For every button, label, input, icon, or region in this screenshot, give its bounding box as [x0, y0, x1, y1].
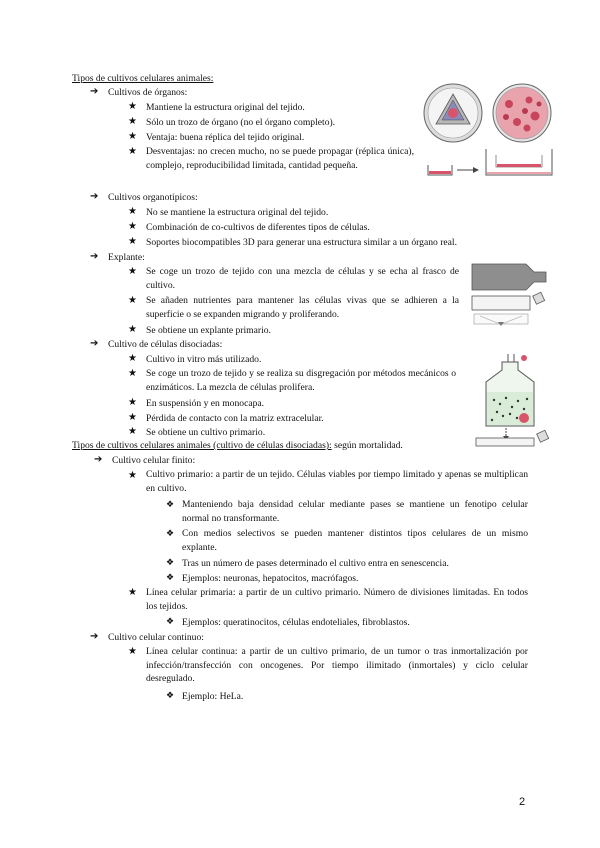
star-bullet-icon: ★: [128, 206, 137, 217]
star-bullet-icon: ★: [128, 131, 137, 142]
culture-insert-sideview-figure: [426, 147, 556, 179]
diamond-bullet-icon: ❖: [166, 572, 175, 582]
star-bullet-icon: ★: [128, 101, 137, 112]
diamond-bullet-icon: ❖: [166, 499, 175, 509]
finito-linea-primaria: Línea celular primaria: a partir de un cultivo primario. Número de divisiones limitadas. En todos los tejidos.: [146, 587, 528, 612]
heading-explante: Explante:: [108, 252, 145, 263]
organos-item-3: Ventaja: buena réplica del tejido original.: [146, 132, 305, 143]
section-title-mortalidad-underlined: Tipos de cultivos celulares animales (cultivo de células disociadas):: [72, 440, 332, 451]
section-title-mortalidad: [72, 439, 403, 452]
heading-continuo: Cultivo celular continuo:: [108, 632, 204, 643]
star-bullet-icon: ★: [128, 353, 137, 364]
organotypic-dish-figure: [489, 82, 555, 144]
section-title-mortalidad-rest: según mortalidad.: [331, 440, 403, 451]
organos-item-4: Desventajas: no crecen mucho, no se puede propagar (réplica única), complejo, reproducibilidad limitada, cantidad pequeña.: [146, 146, 414, 171]
arrow-bullet-icon: ➔: [94, 454, 103, 465]
diamond-bullet-icon: ❖: [166, 690, 175, 700]
arrow-bullet-icon: ➔: [90, 191, 99, 202]
finito-primario-sub-2: Con medios selectivos se pueden mantener distintos tipos celulares de un mismo explante.: [182, 528, 528, 553]
organotipicos-item-2: Combinación de co-cultivos de diferentes tipos de células.: [146, 222, 370, 233]
diamond-bullet-icon: ❖: [166, 616, 175, 626]
diamond-bullet-icon: ❖: [166, 557, 175, 567]
explante-item-1: Se coge un trozo de tejido con una mezcla de células y se echa al frasco de cultivo.: [146, 266, 459, 291]
page-number: 2: [519, 796, 526, 808]
star-bullet-icon: ★: [128, 426, 137, 437]
explant-flask-figure: [470, 262, 548, 348]
finito-primario-sub-3: Tras un número de pases determinado el cultivo entra en senescencia.: [182, 558, 449, 569]
continuo-sub-1: Ejemplo: HeLa.: [182, 691, 244, 702]
finito-primario-sub-1: Manteniendo baja densidad celular mediante pases se mantiene un fenotipo celular normal no transformante.: [182, 499, 528, 524]
disociadas-item-3: En suspensión y en monocapa.: [146, 398, 265, 409]
dissociated-cells-bottle-figure: [472, 352, 552, 448]
star-bullet-icon: ★: [128, 146, 137, 157]
continuo-linea-continua: Línea celular continua: a partir de un cultivo primario, de un tumor o tras inmortalización por infección/transfección con oncogenes. Por tiempo ilimitado (inmortales) y ciclo celular desregulado.: [146, 646, 528, 684]
disociadas-item-2: Se coge un trozo de tejido y se realiza su disgregación por métodos mecánicos o enzimáticos. La mezcla de células prolifera.: [146, 368, 456, 393]
star-bullet-icon: ★: [128, 368, 137, 379]
heading-finito: Cultivo celular finito:: [112, 455, 196, 466]
star-bullet-icon: ★: [128, 116, 137, 127]
star-bullet-icon: ★: [128, 646, 137, 657]
organotipicos-item-3: Soportes biocompatibles 3D para generar una estructura similar a un órgano real.: [146, 237, 457, 248]
section-title-tipos: Tipos de cultivos celulares animales:: [72, 73, 214, 84]
organos-item-1: Mantiene la estructura original del tejido.: [146, 102, 305, 113]
organotipicos-item-1: No se mantiene la estructura original del tejido.: [146, 207, 329, 218]
star-bullet-icon: ★: [128, 221, 137, 232]
star-bullet-icon: ★: [128, 295, 137, 306]
star-bullet-icon: ★: [128, 470, 137, 481]
finito-primario-sub-4: Ejemplos: neuronas, hepatocitos, macrófagos.: [182, 573, 359, 584]
arrow-bullet-icon: ➔: [90, 251, 99, 262]
disociadas-item-1: Cultivo in vitro más utilizado.: [146, 354, 262, 365]
arrow-bullet-icon: ➔: [90, 338, 99, 349]
star-bullet-icon: ★: [128, 412, 137, 423]
finito-primario: Cultivo primario: a partir de un tejido. Células viables por tiempo limitado y apenas se multiplican en cultivo.: [146, 469, 528, 494]
explante-item-2: Se añaden nutrientes para mantener las células vivas que se adhieren a la superficie o se expanden migrando y proliferando.: [146, 295, 459, 320]
heading-organotipicos: Cultivos organotípicos:: [108, 192, 198, 203]
diamond-bullet-icon: ❖: [166, 528, 175, 538]
star-bullet-icon: ★: [128, 397, 137, 408]
star-bullet-icon: ★: [128, 324, 137, 335]
star-bullet-icon: ★: [128, 587, 137, 598]
disociadas-item-4: Pérdida de contacto con la matriz extracelular.: [146, 413, 324, 424]
arrow-bullet-icon: ➔: [90, 631, 99, 642]
star-bullet-icon: ★: [128, 266, 137, 277]
organ-culture-dish-figure: [422, 82, 484, 144]
arrow-bullet-icon: ➔: [90, 86, 99, 97]
explante-item-3: Se obtiene un explante primario.: [146, 325, 271, 336]
disociadas-item-5: Se obtiene un cultivo primario.: [146, 427, 266, 438]
organos-item-2: Sólo un trozo de órgano (no el órgano completo).: [146, 117, 336, 128]
finito-linea-primaria-sub-1: Ejemplos: queratinocitos, células endoteliales, fibroblastos.: [182, 617, 410, 628]
heading-organos: Cultivos de órganos:: [108, 87, 188, 98]
heading-disociadas: Cultivo de células disociadas:: [108, 339, 223, 350]
star-bullet-icon: ★: [128, 236, 137, 247]
